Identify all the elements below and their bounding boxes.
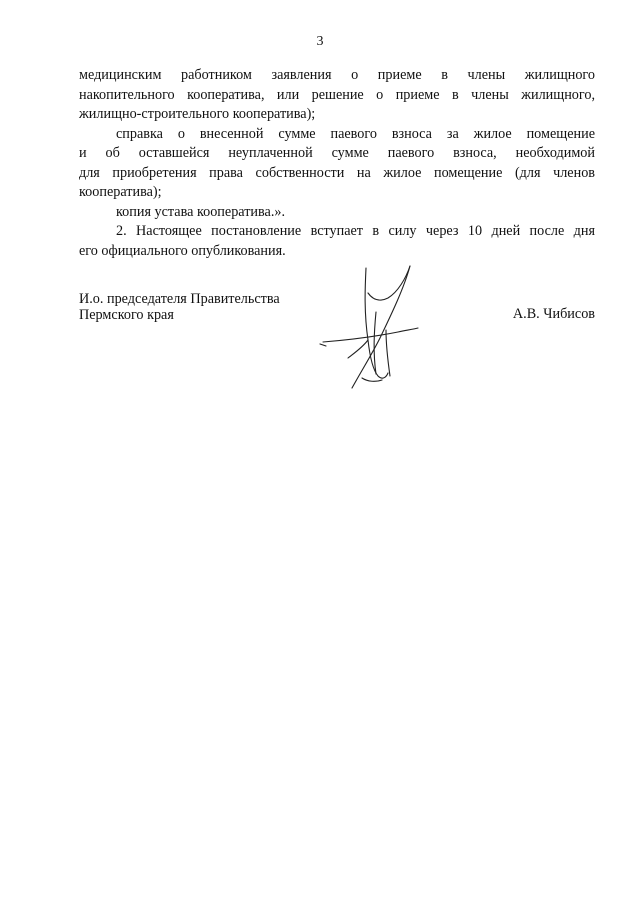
text-line: 2. Настоящее постановление вступает в силу через 10 дней после дня: [116, 223, 595, 239]
page-number: 3: [316, 34, 324, 49]
text-line: копия устава кооператива.».: [116, 203, 286, 220]
text-line: его официального опубликования.: [79, 242, 286, 259]
document-body: [79, 66, 595, 261]
text-line: накопительного кооператива, или решение о приеме в члены жилищного,: [79, 86, 595, 103]
text-line: справка о внесенной сумме паевого взноса за жилое помещение: [116, 125, 595, 142]
handwritten-signature: [318, 258, 428, 398]
text-line: жилищно-строительного кооператива);: [79, 106, 316, 122]
signatory-position: [79, 291, 280, 323]
text-line: для приобретения права собственности на жилое помещение (для членов: [79, 164, 595, 181]
signatory-name: А.В. Чибисов: [512, 306, 595, 322]
text-line: медицинским работником заявления о приеме в члены жилищного: [79, 67, 595, 83]
position-line: И.о. председателя Правительства: [79, 291, 280, 307]
position-line: Пермского края: [79, 307, 174, 323]
text-line: кооператива);: [79, 184, 162, 200]
text-line: и об оставшейся неуплаченной сумме паевого взноса, необходимой: [79, 145, 595, 161]
